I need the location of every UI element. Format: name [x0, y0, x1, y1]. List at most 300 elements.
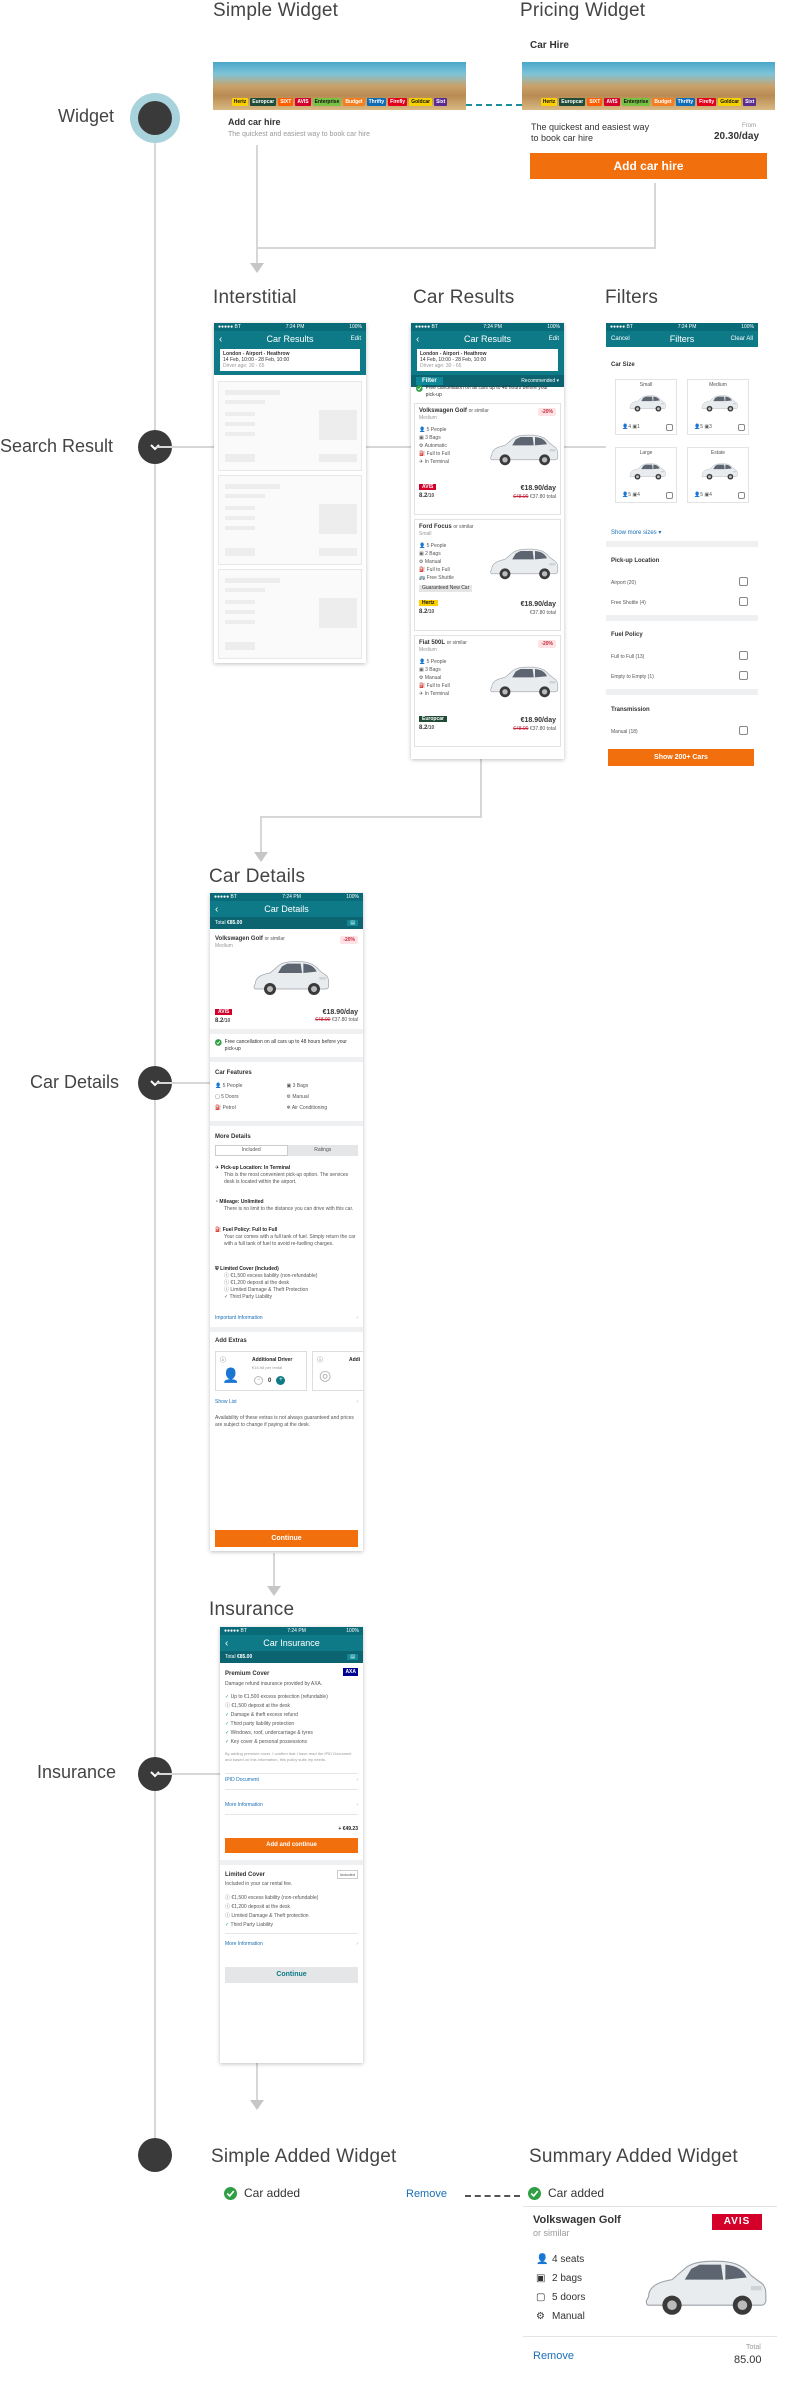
detail-cover: ⛨ Limited Cover (Included) ⓘ €1,500 excess liability (non-refundable) ⓘ €1,200 deposit at the desk ⓘ Limited Damage & Theft Protection ✓ Third Party Liability: [215, 1266, 318, 1300]
nav-bar: [411, 331, 564, 347]
car-card[interactable]: [414, 403, 561, 515]
rating: 8.2: [419, 609, 428, 615]
summary-features: [536, 2250, 585, 2326]
skeleton-card: [218, 569, 362, 659]
transmission-heading: Transmission: [611, 707, 650, 713]
cover-item: Third Party Liability: [229, 1294, 273, 1300]
section-divider: [210, 1029, 363, 1034]
add-extras-heading: Add Extras: [215, 1338, 247, 1344]
total-label: Total: [215, 920, 226, 926]
car-results-screen: [411, 323, 564, 759]
car-card[interactable]: [414, 519, 561, 631]
filter-checkbox[interactable]: [739, 651, 748, 660]
feature-bags: 3 Bags: [292, 1083, 309, 1089]
remove-link[interactable]: Remove: [533, 2350, 574, 2362]
add-car-hire-button[interactable]: Add car hire: [530, 153, 767, 179]
ipid-label: IPID Document: [225, 1777, 259, 1783]
status-bar: [411, 323, 564, 331]
sort-dropdown[interactable]: Recommended ▾: [521, 378, 559, 384]
more-details-heading: More Details: [215, 1134, 251, 1140]
nav-bar: [606, 331, 758, 347]
interstitial-screen: [214, 323, 366, 663]
flow-arrow: [250, 263, 264, 273]
extra-card[interactable]: [215, 1351, 307, 1391]
skeleton-card: [218, 381, 362, 471]
flow-line: [654, 183, 656, 249]
car-image: [640, 2252, 768, 2320]
nav-title: Filters: [669, 334, 695, 344]
interstitial-title: Interstitial: [213, 287, 297, 308]
car-image: [487, 430, 559, 468]
detail-title: Pick-up Location: In Terminal: [220, 1165, 291, 1171]
basket-icon[interactable]: ▤: [347, 920, 358, 926]
pricing-widget-text: The quickest and easiest way to book car hire: [531, 122, 650, 143]
status-bar: [214, 323, 366, 331]
car-class: Medium: [419, 647, 437, 653]
supplier-logo: Enterprise: [314, 99, 340, 105]
show-more-label: Show more sizes: [611, 530, 657, 536]
pickup-heading: Pick-up Location: [611, 558, 660, 564]
car-added-text: Car added: [244, 2186, 301, 2200]
seat-icon: 👤: [536, 2254, 549, 2265]
section-divider: [606, 689, 758, 695]
feature-fuel: Petrol: [222, 1105, 236, 1111]
total-label: Total: [746, 2344, 761, 2351]
timeline-label-car-details: Car Details: [30, 1072, 120, 1092]
size-name: Small: [639, 382, 653, 388]
old-price: €48.00: [315, 1017, 331, 1023]
hero-banner: [213, 62, 466, 110]
cover-item: €1,200 deposit at the desk: [230, 1280, 290, 1286]
premium-item: Up to €1,500 excess protection (refundable): [230, 1694, 328, 1700]
detail-title: Fuel Policy: Full to Full: [222, 1227, 278, 1233]
car-name: Volkswagen Golf: [419, 408, 467, 414]
supplier-logo: Europcar: [419, 716, 447, 722]
edit-link[interactable]: Edit: [350, 336, 361, 342]
feature-seats: 4 seats: [552, 2254, 585, 2265]
free-cancellation-note: [416, 385, 559, 399]
car-features: 👤 5 People ▣ 3 Bags ⚙ Automatic ⛽ Full to Full ✈ In Terminal: [419, 427, 450, 465]
price-per-day: €18.90/day: [520, 717, 556, 724]
size-option-small[interactable]: Small 👤4 ▣1: [615, 379, 677, 435]
search-driver: Driver age: 30 - 65: [420, 363, 462, 369]
supplier-logo: Hertz: [419, 600, 438, 606]
car-image: [250, 955, 330, 999]
status-bar: [220, 1627, 363, 1635]
divider: [225, 1814, 358, 1815]
filter-button[interactable]: Filter: [416, 377, 443, 385]
supplier-logo: AVIS: [606, 99, 618, 105]
extras-note: Availability of these extras is not always guaranteed and prices are subject to change if paying at the desk.: [215, 1415, 354, 1428]
extra-name: Additional Driver: [252, 1357, 293, 1363]
supplier-logo: AVIS: [419, 484, 436, 490]
clock: 7:24 PM: [282, 894, 301, 900]
detail-text: There is no limit to the distance you can drive with this car.: [224, 1206, 354, 1212]
bag-icon: ▣: [536, 2273, 546, 2284]
cover-item: Limited Damage & Theft Protection: [230, 1287, 309, 1293]
search-summary[interactable]: [416, 348, 559, 372]
back-arrow-icon[interactable]: ‹: [219, 333, 223, 345]
flow-line: [273, 1553, 275, 1588]
battery: 100%: [547, 324, 560, 330]
car-added-text: Car added: [548, 2186, 605, 2200]
supplier-logo: Hertz: [233, 99, 247, 105]
check-circle-icon: [215, 1039, 222, 1046]
car-features: 👤 5 People ▣ 2 Bags ⚙ Manual ⛽ Full to Full 🚌 Free Shuttle: [419, 543, 454, 581]
car-similar: or similar: [453, 524, 474, 530]
check-circle-icon: [224, 2187, 237, 2200]
car-class: Small: [419, 531, 432, 537]
car-image: [700, 460, 738, 482]
back-arrow-icon[interactable]: ‹: [416, 333, 420, 345]
supplier-logos: [213, 98, 466, 106]
flow-arrow: [267, 1586, 281, 1596]
car-details-title: Car Details: [209, 866, 306, 887]
total-price: €37.80 total: [331, 1017, 358, 1023]
size-bags: 4: [709, 492, 712, 498]
rating-max: /10: [427, 725, 435, 731]
feature-bags: 2 bags: [552, 2273, 583, 2284]
ipid-link[interactable]: IPID Document ›: [225, 1777, 358, 1783]
timeline-label-search-result: Search Result: [0, 436, 114, 456]
total-price: €37.80 total: [529, 726, 556, 732]
cancel-link[interactable]: Cancel: [611, 336, 630, 342]
car-features-heading: Car Features: [215, 1070, 252, 1076]
info-icon[interactable]: ⓘ: [317, 1358, 324, 1364]
supplier-logo: Firefly: [699, 99, 715, 105]
timeline-node-end[interactable]: [138, 2138, 172, 2172]
feature-transmission: Manual: [424, 559, 442, 565]
car-size-heading: Car Size: [611, 362, 635, 368]
legal-text: By adding premium cover, I confirm that I have read the IPID Document and based on this information, this policy suits my needs.: [225, 1751, 352, 1762]
pricing-widget-header: Car Hire: [530, 40, 569, 51]
divider: [225, 1773, 358, 1774]
supplier-logo: SIXT: [280, 99, 292, 105]
flow-line: [256, 2062, 258, 2102]
car-features: 👤 5 People ▣ 3 Bags ⚙ Manual ⛽ Full to Full ✈ In Terminal: [419, 659, 450, 697]
rating-max: /10: [427, 493, 435, 499]
section-divider: [606, 615, 758, 621]
connector: [564, 446, 607, 448]
divider: [523, 2336, 777, 2337]
car-results-title: Car Results: [413, 287, 515, 308]
extra-icon: ◎: [319, 1367, 332, 1383]
filter-option: Manual (18): [611, 729, 638, 735]
feature-fuel: Full to Full: [426, 567, 450, 573]
plus-icon[interactable]: +: [276, 1376, 285, 1385]
feature-doors: 5 doors: [552, 2292, 586, 2303]
fuel-heading: Fuel Policy: [611, 632, 643, 638]
summary-added-widget-title: Summary Added Widget: [529, 2146, 738, 2167]
search-summary[interactable]: [219, 348, 361, 372]
car-name: Fiat 500L: [419, 640, 446, 646]
flow-arrow: [254, 852, 268, 862]
back-arrow-icon[interactable]: ‹: [215, 903, 219, 915]
carrier: ●●●●● BT: [218, 324, 241, 330]
detail-fuel: ⛽ Fuel Policy: Full to Full Your car comes with a full tank of fuel. Simply return the car with a full tank of fuel to avoid re-fuelling charges.: [215, 1227, 358, 1248]
size-bags: 1: [637, 424, 640, 430]
nav-title: Car Results: [463, 334, 511, 344]
clock: 7:24 PM: [483, 324, 502, 330]
feature-transmission: Manual: [292, 1094, 309, 1100]
free-cancellation-text: Free cancellation on all cars up to 48 hours before your pick-up: [425, 385, 548, 398]
car-features-grid: 👤 5 People ▣ 3 Bags ▢ 5 Doors ⚙ Manual ⛽ Petrol ❄ Air Conditioning: [215, 1083, 328, 1111]
limited-item: Limited Damage & Theft protection: [231, 1913, 309, 1919]
size-name: Medium: [709, 382, 727, 388]
nav-title: Car Details: [264, 904, 309, 914]
detail-pickup: ✈ Pick-up Location: In Terminal This is the most convenient pick-up option. The services desk is located within the airport.: [215, 1165, 358, 1186]
supplier-logo: Budget: [654, 99, 672, 105]
cover-item: €1,500 excess liability (non-refundable): [230, 1273, 318, 1279]
more-info-link[interactable]: More Information ›: [225, 1941, 358, 1947]
flow-line: [260, 816, 482, 818]
premium-items: ✓ Up to €1,500 excess protection (refundable) ⓘ €1,500 deposit at the desk ✓ Damage & theft excess refund ✓ Third party liability protection ✓ Windows, roof, undercarriage & tyres ✓ Key cover & personal possessions: [225, 1694, 328, 1745]
filters-title: Filters: [605, 287, 659, 308]
show-cars-button[interactable]: Show 200+ Cars: [608, 749, 754, 766]
connector: [156, 1773, 220, 1775]
feature-people: 5 People: [222, 1083, 243, 1089]
flow-line: [256, 247, 656, 249]
pricing-from-label: From: [742, 123, 756, 129]
nav-bar: [214, 331, 366, 347]
simple-added-status: [224, 2186, 300, 2200]
clock: 7:24 PM: [287, 1628, 306, 1634]
size-option-estate[interactable]: Estate 👤5 ▣4: [687, 447, 749, 503]
feature-location: In Terminal: [424, 691, 449, 697]
detail-title: Limited Cover (Included): [220, 1266, 279, 1272]
more-info-link[interactable]: More Information ›: [225, 1802, 358, 1808]
size-checkbox[interactable]: [738, 492, 745, 499]
car-class: Medium: [419, 415, 437, 421]
detail-text: This is the most convenient pick-up option. The services desk is located within the airport.: [224, 1172, 349, 1185]
hero-banner: [522, 62, 775, 110]
door-icon: ▢: [536, 2292, 546, 2303]
total-price: €37.80 total: [529, 610, 556, 616]
rating-max: /10: [223, 1018, 231, 1024]
continue-button[interactable]: Continue: [215, 1530, 358, 1547]
section-divider: [210, 1121, 363, 1126]
more-info-label: More Information: [225, 1802, 263, 1808]
feature-fuel: Full to Full: [426, 451, 450, 457]
old-price: €48.00: [513, 494, 529, 500]
search-dates: 14 Feb, 10:00 - 28 Feb, 10:00: [223, 357, 290, 363]
feature-ac: Air Conditioning: [291, 1105, 328, 1111]
insurance-title: Insurance: [209, 1599, 295, 1620]
quantity-stepper[interactable]: [254, 1376, 285, 1385]
continue-button[interactable]: Continue: [225, 1967, 358, 1983]
carrier: ●●●●● BT: [224, 1628, 247, 1634]
extra-price: €16.98 per rental: [252, 1365, 283, 1370]
status-bar: [606, 323, 758, 331]
filter-checkbox[interactable]: [739, 671, 748, 680]
car-class: Medium: [215, 943, 233, 949]
add-and-continue-button[interactable]: Add and continue: [225, 1838, 358, 1853]
timeline-label-widget: Widget: [58, 106, 115, 126]
supplier-logo: Hertz: [542, 99, 556, 105]
status-bar: [210, 893, 363, 901]
car-similar: or similar: [446, 640, 467, 646]
car-similar: or similar: [468, 408, 489, 414]
feature-transmission: Manual: [424, 675, 442, 681]
size-bags: 4: [637, 492, 640, 498]
feature-transmission: Automatic: [424, 443, 447, 449]
size-people: 5: [700, 424, 704, 430]
supplier-logo: Goldcar: [411, 99, 431, 105]
premium-price: + €49.23: [338, 1826, 358, 1832]
timeline-node-widget[interactable]: [138, 101, 172, 135]
supplier-logo: SIXT: [589, 99, 601, 105]
supplier-logo: Goldcar: [720, 99, 740, 105]
total-value: €85.00: [226, 920, 243, 926]
search-dates: 14 Feb, 10:00 - 28 Feb, 10:00: [420, 357, 487, 363]
check-circle-icon: [416, 385, 423, 392]
size-option-medium[interactable]: Medium 👤5 ▣3: [687, 379, 749, 435]
car-image: [628, 460, 666, 482]
rating: 8.2: [215, 1018, 224, 1024]
search-route: London - Airport - Heathrow: [420, 351, 487, 357]
price-per-day: €18.90/day: [520, 485, 556, 492]
feature-location: In Terminal: [424, 459, 449, 465]
size-checkbox[interactable]: [666, 492, 673, 499]
car-card[interactable]: [414, 635, 561, 747]
divider: [225, 1933, 358, 1934]
nav-bar: [220, 1635, 363, 1651]
clear-all-link[interactable]: Clear All: [730, 336, 753, 342]
important-info-label: Important Information: [215, 1315, 263, 1321]
back-arrow-icon[interactable]: ‹: [225, 1637, 229, 1649]
pricing-widget-title: Pricing Widget: [520, 0, 646, 21]
limited-cover-subtitle: Included in your car rental fee.: [225, 1881, 293, 1887]
car-similar: or similar: [264, 936, 285, 942]
premium-item: Third party liability protection: [230, 1721, 295, 1727]
rating-max: /10: [427, 609, 435, 615]
battery: 100%: [346, 894, 359, 900]
feature-bags: 3 Bags: [425, 667, 441, 673]
feature-transmission: Manual: [552, 2311, 585, 2322]
free-cancellation-note: [215, 1039, 358, 1053]
battery: 100%: [349, 324, 362, 330]
supplier-logo: Thrifty: [368, 99, 385, 105]
detail-text: Your car comes with a full tank of fuel. Simply return the car with a full tank of fuel to avoid re-fuelling charges.: [224, 1234, 356, 1247]
basket-icon[interactable]: ▤: [347, 1654, 358, 1660]
included-tag: Included: [337, 1870, 358, 1879]
size-people: 4: [628, 424, 632, 430]
more-info-label: More Information: [225, 1941, 263, 1947]
car-image: [628, 392, 666, 414]
feature-people: 5 People: [426, 427, 447, 433]
size-name: Estate: [710, 450, 726, 456]
battery: 100%: [741, 324, 754, 330]
extra-card[interactable]: [312, 1351, 363, 1391]
total-value: €85.00: [236, 1654, 253, 1660]
section-divider: [210, 1057, 363, 1062]
axa-logo: AXA: [345, 1669, 356, 1675]
flow-line: [260, 816, 262, 854]
simple-widget-title: Simple Widget: [213, 0, 339, 21]
important-info-link[interactable]: Important Information ›: [215, 1315, 358, 1321]
total-bar: [220, 1651, 363, 1663]
rating: 8.2: [419, 725, 428, 731]
remove-link[interactable]: Remove: [406, 2188, 447, 2200]
feature-people: 5 People: [426, 543, 447, 549]
filter-option: Full to Full (13): [611, 654, 645, 660]
info-icon[interactable]: ⓘ: [220, 1358, 227, 1364]
filter-checkbox[interactable]: [739, 597, 748, 606]
divider: [523, 2206, 777, 2207]
total-label: Total: [225, 1654, 236, 1660]
detail-mileage: ◔ Mileage: Unlimited There is no limit to the distance you can drive with this car.: [215, 1199, 358, 1213]
nav-bar: [210, 901, 363, 917]
gear-icon: ⚙: [536, 2311, 545, 2322]
tab-included[interactable]: Included: [215, 1145, 288, 1156]
simple-widget-subtitle: The quickest and easiest way to book car hire: [228, 131, 371, 138]
size-people: 5: [628, 492, 632, 498]
simple-widget-heading[interactable]: Add car hire: [228, 117, 281, 127]
size-checkbox[interactable]: [738, 424, 745, 431]
feature-bags: 2 Bags: [425, 551, 441, 557]
nav-title: Car Insurance: [263, 1638, 320, 1648]
limited-item: Third Party Liability: [230, 1922, 274, 1928]
timeline-label-insurance: Insurance: [37, 1762, 117, 1782]
premium-item: Damage & theft excess refund: [230, 1712, 298, 1718]
discount-badge: -20%: [340, 936, 358, 944]
supplier-logo: Sixt: [745, 99, 755, 105]
filter-option: Empty to Empty (1): [611, 674, 654, 680]
section-divider: [210, 1327, 363, 1332]
premium-item: Key cover & personal possessions: [230, 1739, 308, 1745]
size-checkbox[interactable]: [666, 424, 673, 431]
search-route: London - Airport - Heathrow: [223, 351, 290, 357]
edit-link[interactable]: Edit: [548, 336, 559, 342]
pricing-price: 20.30/day: [714, 131, 760, 142]
details-tabs: [215, 1145, 358, 1156]
supplier-logo: Sixt: [436, 99, 446, 105]
feature-fuel: Full to Full: [426, 683, 450, 689]
size-bags: 3: [709, 424, 712, 430]
supplier-logo: AVIS: [215, 1009, 232, 1015]
supplier-logo: Enterprise: [623, 99, 649, 105]
supplier-logo: Firefly: [390, 99, 406, 105]
car-name: Volkswagen Golf: [533, 2214, 621, 2226]
summary-added-status: [528, 2186, 604, 2200]
free-cancellation-text: Free cancellation on all cars up to 48 hours before your pick-up: [224, 1039, 347, 1052]
show-list-link[interactable]: Show List ›: [215, 1399, 358, 1405]
size-name: Large: [639, 450, 653, 456]
skeleton-card: [218, 475, 362, 565]
supplier-logo: Thrifty: [677, 99, 694, 105]
premium-cover-subtitle: Damage refund insurance provided by AXA.: [225, 1681, 323, 1687]
old-price: €48.00: [513, 726, 529, 732]
dashed-link: [465, 2195, 520, 2197]
premium-cover-heading: Premium Cover: [225, 1671, 270, 1677]
show-more-sizes-link[interactable]: Show more sizes ▾: [611, 530, 662, 536]
minus-icon[interactable]: −: [254, 1376, 263, 1385]
filter-checkbox[interactable]: [739, 577, 748, 586]
tab-ratings[interactable]: Ratings: [314, 1147, 332, 1153]
carrier: ●●●●● BT: [610, 324, 633, 330]
filter-option: Airport (20): [611, 580, 637, 586]
insurance-screen: [220, 1627, 363, 2063]
detail-title: Mileage: Unlimited: [219, 1199, 264, 1205]
feature-doors: 5 Doors: [221, 1094, 239, 1100]
extra-name: Addi: [349, 1357, 361, 1363]
size-option-large[interactable]: Large 👤5 ▣4: [615, 447, 677, 503]
car-image: [487, 544, 559, 582]
total-bar: [210, 917, 363, 929]
clock: 7:24 PM: [677, 324, 697, 330]
total-price: €37.80 total: [529, 494, 556, 500]
filter-checkbox[interactable]: [739, 726, 748, 735]
